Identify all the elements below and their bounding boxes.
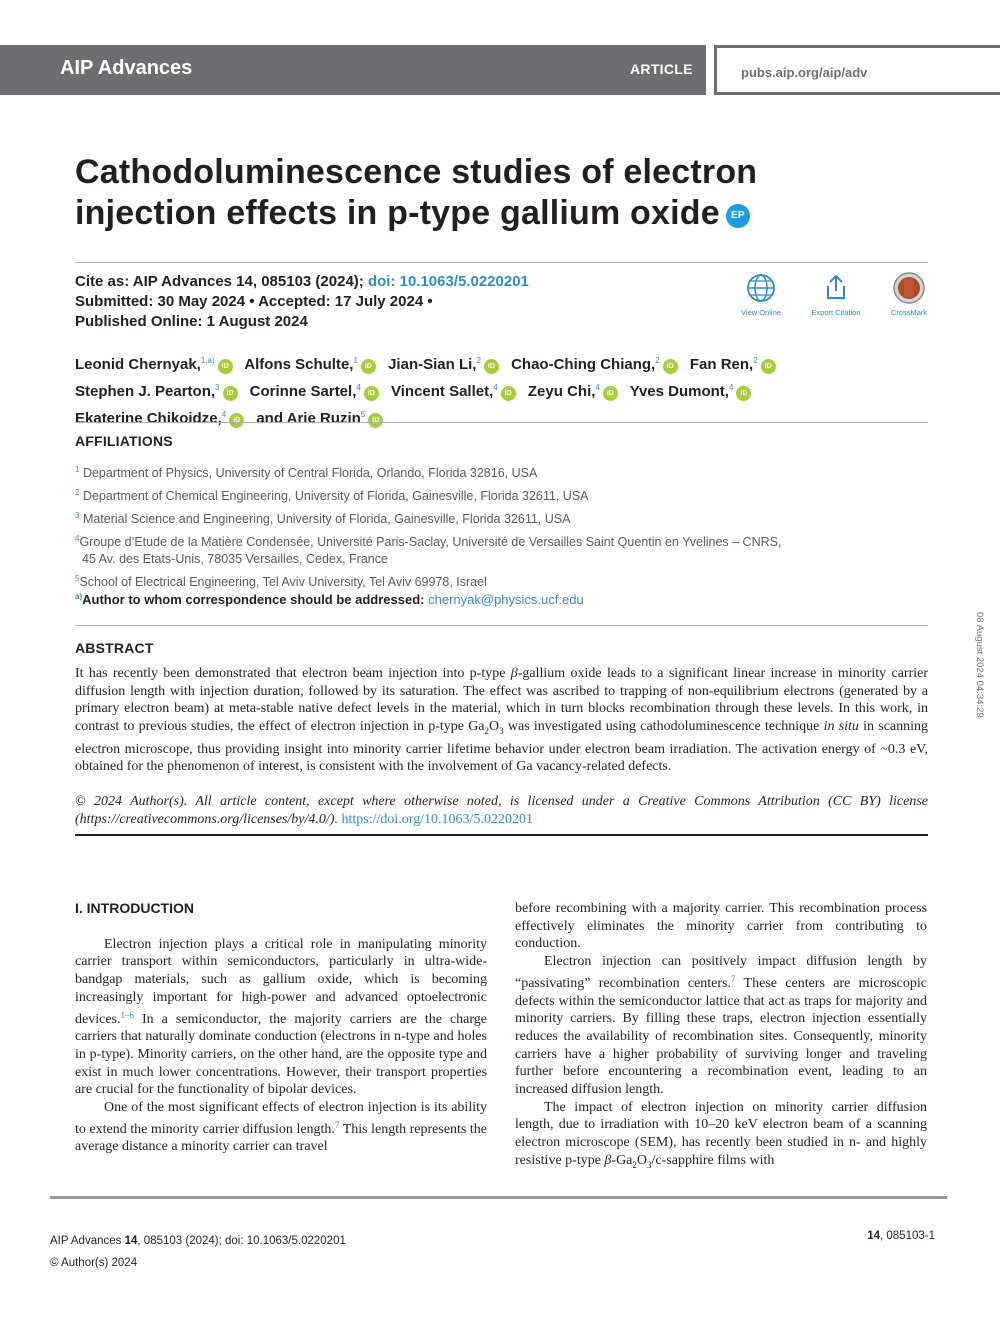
license-text: © 2024 Author(s). All article content, except where otherwise noted, is licensed under a Creative Commons Attribution (CC BY) license (https://creativecommons.org/licenses/by/4.0/). https://doi.org/10.1063/5.0220201 xyxy=(75,794,928,827)
paragraph: Electron injection plays a critical role in manipulating minority carrier transport within semiconductors, particularly in ultra-wide-bandgap materials, such as gallium oxide, which is becoming increasingly important for high-power and advanced optoelectronic devices.$^{1-6}$ In a semiconductor, the majority carriers are the charge carriers that naturally dominate conduction (electrons in n-type and holes in p-type). Minority carriers, on the other hand, are the opposite type and exist in much lower concentrations. However, their transport properties are crucial for the functionality of bipolar devices. xyxy=(75,936,487,1098)
author[interactable]: Chao-Ching Chiang,$^2$ xyxy=(511,356,660,373)
divider xyxy=(75,422,928,423)
orcid-icon[interactable]: iD xyxy=(364,386,379,401)
author[interactable]: Ekaterine Chikoidze,$^4$ xyxy=(75,410,227,427)
footer-citation: AIP Advances 14, 085103 (2024); doi: 10.1063/5.0220201 © Author(s) 2024 xyxy=(50,1230,346,1274)
journal-url-link[interactable]: pubs.aip.org/aip/adv xyxy=(741,65,868,80)
editors-pick-badge[interactable]: EP xyxy=(726,204,750,228)
correspondence-note: $^{a)}$Author to whom correspondence should be addressed: chernyak@physics.ucf.edu xyxy=(75,592,584,607)
abstract-heading: ABSTRACT xyxy=(75,640,154,656)
orcid-icon[interactable]: iD xyxy=(223,386,238,401)
article-title xyxy=(75,152,835,234)
article-type: ARTICLE xyxy=(630,61,693,77)
author[interactable]: and Arie Ruzin$^5$ xyxy=(256,410,366,427)
affiliation: $^5$School of Electrical Engineering, Tel Aviv University, Tel Aviv 69978, Israel xyxy=(75,574,487,589)
affiliation: $^1$ Department of Physics, University of Central Florida, Orlando, Florida 32816, USA xyxy=(75,465,538,480)
orcid-icon[interactable]: iD xyxy=(218,359,233,374)
section-heading: I. INTRODUCTION xyxy=(75,900,194,916)
reference-link[interactable]: 7 xyxy=(334,1119,340,1130)
affiliation: $^4$Groupe d’Etude de la Matière Condensée, Université Paris-Saclay, Université de Versailles Saint Quentin en Yvelines – CNRS, xyxy=(75,534,782,549)
email-link[interactable]: chernyak@physics.ucf.edu xyxy=(428,592,584,607)
author[interactable]: Alfons Schulte,$^1$ xyxy=(244,356,358,373)
doi-link[interactable]: doi: 10.1063/5.0220201 xyxy=(367,273,529,290)
orcid-icon[interactable]: iD xyxy=(603,386,618,401)
dates-line-1: Submitted: 30 May 2024 • Accepted: 17 July 2024 • xyxy=(75,293,433,310)
citation-block xyxy=(75,272,529,332)
view-online-label: View Online xyxy=(741,308,781,317)
orcid-icon[interactable]: iD xyxy=(368,413,383,428)
affiliations-heading: AFFILIATIONS xyxy=(75,433,173,449)
journal-url-box xyxy=(714,45,1000,95)
author[interactable]: Fan Ren,$^2$ xyxy=(689,356,758,373)
paragraph: before recombining with a majority carrier. This recombination process effectively eliminates the minority carrier from contributing to conduction. xyxy=(515,901,927,952)
orcid-icon[interactable]: iD xyxy=(501,386,516,401)
paragraph: The impact of electron injection on minority carrier diffusion length, due to irradiation with 10–20 keV electron beam of a scanning electron microscope (SEM), has recently been studied in n- and highly resistive p-type $\beta-Ga_2O_3/c$-sapphire films with xyxy=(515,1099,927,1170)
divider xyxy=(75,262,928,263)
orcid-icon[interactable]: iD xyxy=(484,359,499,374)
footer-copyright: © Author(s) 2024 xyxy=(50,1257,138,1269)
orcid-icon[interactable]: iD xyxy=(361,359,376,374)
author-list xyxy=(75,349,935,430)
paragraph: Electron injection can positively impact diffusion length by “passivating” recombination centers.$^7$ These centers are microscopic defects within the semiconductor lattice that act as traps for majority and minority carriers. By filling these traps, electron injection essentially reduces the availability of recombination sites. Consequently, minority carriers have a higher probability of surviving longer and traveling further before encountering a recombination event, leading to an increased diffusion length. xyxy=(515,954,927,1098)
export-citation-button[interactable] xyxy=(806,270,866,317)
author[interactable]: Stephen J. Pearton,$^3$ xyxy=(75,383,220,400)
cite-label: Cite as: AIP Advances 14, 085103 (2024); xyxy=(75,273,364,290)
abstract-text: It has recently been demonstrated that electron beam injection into p-type β-gallium oxide leads to a significant linear increase in minority carrier diffusion length with injection duration, followed by its saturation. The effect was ascribed to trapping of non-equilibrium electrons (generated by a primary electron beam) at meta-stable native defect levels in the material, which in turn blocks recombination through these levels. In this work, in contrast to previous studies, the effect of electron injection in p-type $Ga_2O_3$ was investigated using cathodoluminescence technique in situ in scanning electron microscope, thus providing insight into minority carrier lifetime behavior under electron beam irradiation. The activation energy of ~0.3 eV, obtained for the phenomenon of interest, is consistent with the involvement of Ga vacancy-related defects. xyxy=(75,666,928,775)
orcid-icon[interactable]: iD xyxy=(663,359,678,374)
body-column-right xyxy=(515,900,927,1174)
author[interactable]: Vincent Sallet,$^4$ xyxy=(391,383,498,400)
page-number: 14, 085103-1 xyxy=(867,1230,935,1242)
crossmark-icon xyxy=(891,270,927,306)
orcid-icon[interactable]: iD xyxy=(229,413,244,428)
author[interactable]: Leonid Chernyak,$^{1,a)}$ xyxy=(75,356,215,373)
journal-name[interactable]: AIP Advances xyxy=(60,57,193,79)
affiliation: $^3$ Material Science and Engineering, University of Florida, Gainesville, Florida 32611, USA xyxy=(75,511,571,526)
export-citation-label: Export Citation xyxy=(811,308,861,317)
orcid-icon[interactable]: iD xyxy=(761,359,776,374)
title-line-1: Cathodoluminescence studies of electron xyxy=(75,153,758,191)
title-line-2: injection effects in p-type gallium oxide xyxy=(75,194,720,232)
body-column-left xyxy=(75,900,487,1156)
export-icon xyxy=(818,270,854,306)
divider xyxy=(75,834,928,836)
reference-link[interactable]: 1–6 xyxy=(120,1009,134,1020)
author[interactable]: Corinne Sartel,$^4$ xyxy=(249,383,361,400)
dates-line-2: Published Online: 1 August 2024 xyxy=(75,313,308,330)
divider xyxy=(75,625,928,626)
author[interactable]: Jian-Sian Li,$^2$ xyxy=(388,356,481,373)
download-timestamp: 08 August 2024 04:34:29 xyxy=(974,612,985,718)
affiliation: $^2$ Department of Chemical Engineering, University of Florida, Gainesville, Florida 32611, USA xyxy=(75,488,589,503)
author[interactable]: Yves Dumont,$^4$ xyxy=(629,383,734,400)
author[interactable]: Zeyu Chi,$^4$ xyxy=(527,383,600,400)
paragraph: One of the most significant effects of electron injection is its ability to extend the minority carrier diffusion length.$^7$ This length represents the average distance a minority carrier can travel xyxy=(75,1100,487,1155)
license-doi-link[interactable]: https://doi.org/10.1063/5.0220201 xyxy=(341,811,533,827)
reference-link[interactable]: 7 xyxy=(731,973,736,984)
globe-icon xyxy=(743,270,779,306)
footer-divider xyxy=(50,1196,947,1199)
journal-header xyxy=(0,45,1000,97)
view-online-button[interactable] xyxy=(731,270,791,317)
crossmark-button[interactable] xyxy=(879,270,939,317)
orcid-icon[interactable]: iD xyxy=(736,386,751,401)
affiliation-continued: 45 Av. des Etats-Unis, 78035 Versailles, Cedex, France xyxy=(82,552,388,566)
affiliations-list xyxy=(75,460,935,592)
crossmark-label: CrossMark xyxy=(890,308,928,317)
